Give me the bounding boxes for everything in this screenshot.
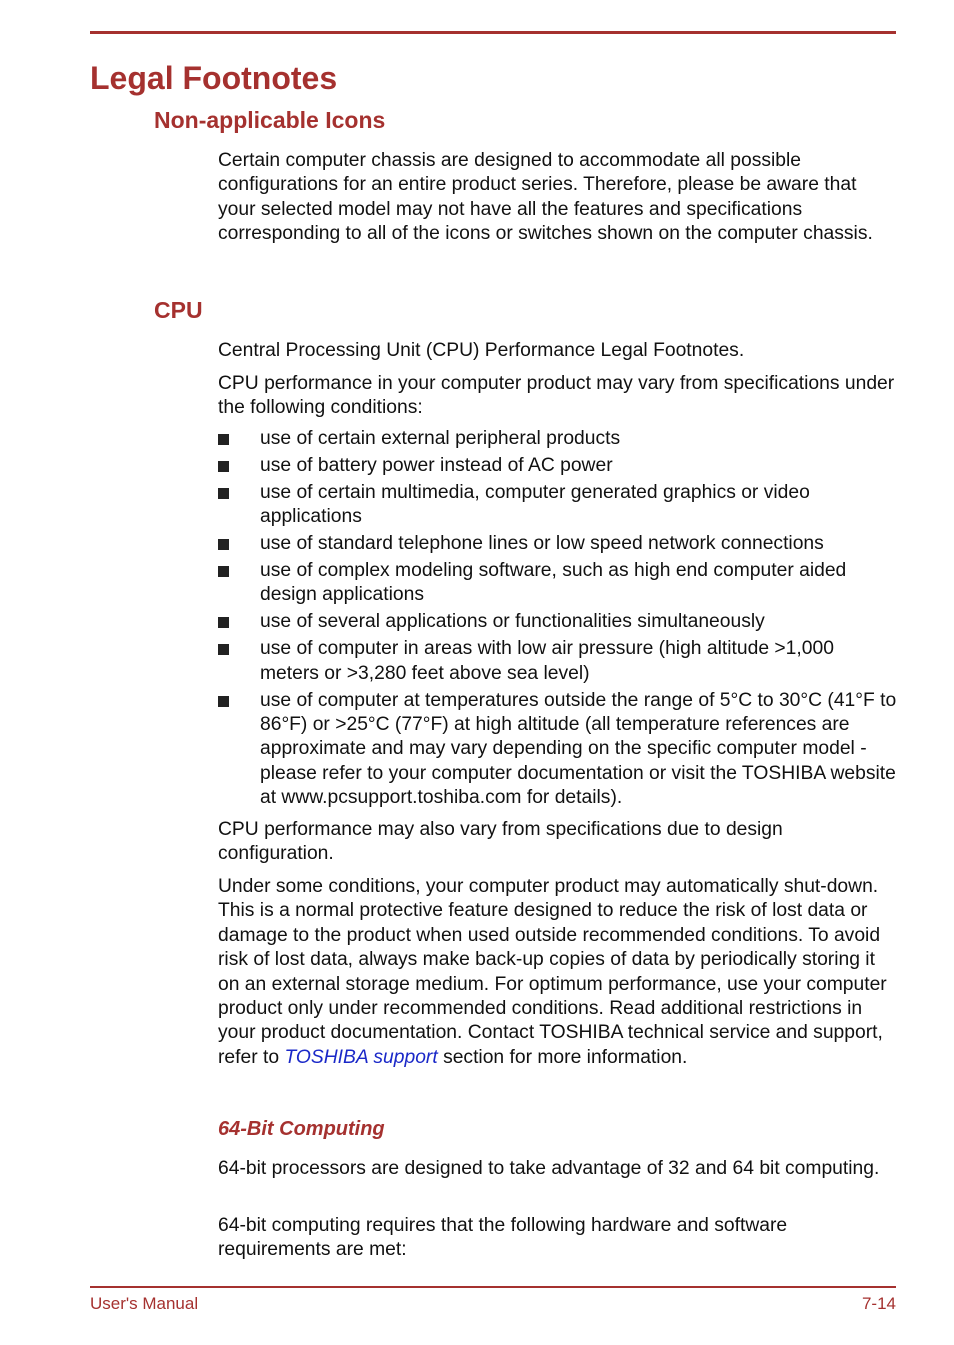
cpu-conditions-intro: CPU performance in your computer product may vary from specifications under the following conditions:	[218, 373, 895, 419]
bullet-square-icon	[218, 617, 229, 628]
bottom-divider	[90, 1286, 896, 1288]
toshiba-support-link[interactable]: TOSHIBA support	[284, 1046, 438, 1068]
bullet-square-icon	[218, 461, 229, 472]
footer-page-number: 7-14	[861, 1294, 896, 1313]
page-title: Legal Footnotes	[90, 60, 338, 96]
bullet-square-icon	[218, 566, 229, 577]
list-item: use of complex modeling software, such as high end computer aided design applications	[218, 559, 898, 608]
bullet-square-icon	[218, 434, 229, 445]
list-item: use of standard telephone lines or low speed network connections	[218, 532, 898, 556]
bullet-square-icon	[218, 644, 229, 655]
bullet-square-icon	[218, 696, 229, 707]
footer-manual-label: User's Manual	[90, 1294, 199, 1313]
cpu-intro-paragraph: Central Processing Unit (CPU) Performance Legal Footnotes.	[218, 340, 745, 361]
cpu-shutdown-paragraph: Under some conditions, your computer product may automatically shut-down. This is a normal protective feature designed to reduce the risk of lost data or damage to the product when used outside recommended conditions. To avoid risk of lost data, always make back-up copies of data by periodically storing it on an external storage medium. For optimum performance, use your computer product only under recommended conditions. Read additional restrictions in your product documentation. Contact TOSHIBA technical service and support, refer to TOSHIBA support section for more information.	[218, 876, 887, 1068]
bit64-paragraph-2: 64-bit computing requires that the following hardware and software requirements are met:	[218, 1215, 788, 1261]
list-item: use of certain multimedia, computer generated graphics or video applications	[218, 481, 898, 530]
section-heading-cpu: CPU	[154, 297, 203, 323]
list-item: use of certain external peripheral products	[218, 427, 898, 451]
cpu-conditions-list	[218, 427, 898, 813]
non-applicable-paragraph: Certain computer chassis are designed to accommodate all possible configurations for an entire product series. Therefore, please be aware that your selected model may not have all the features and specifications corresponding to all of the icons or switches shown on the computer chassis.	[218, 150, 873, 245]
bullet-square-icon	[218, 488, 229, 499]
top-divider	[90, 31, 896, 34]
list-item: use of computer at temperatures outside the range of 5°C to 30°C (41°F to 86°F) or >25°C (77°F) at high altitude (all temperature references are approximate and may vary depending on the specific computer model - please refer to your computer documentation or visit the TOSHIBA website at www.pcsupport.toshiba.com for details).	[218, 689, 898, 811]
list-item: use of computer in areas with low air pressure (high altitude >1,000 meters or >3,280 feet above sea level)	[218, 637, 898, 686]
subsection-heading-64-bit-computing: 64-Bit Computing	[218, 1118, 385, 1140]
bullet-square-icon	[218, 539, 229, 550]
list-item: use of battery power instead of AC power	[218, 454, 898, 478]
cpu-design-config-paragraph: CPU performance may also vary from specifications due to design configuration.	[218, 819, 783, 865]
bit64-paragraph-1: 64-bit processors are designed to take advantage of 32 and 64 bit computing.	[218, 1158, 880, 1179]
list-item: use of several applications or functionalities simultaneously	[218, 610, 898, 634]
section-heading-non-applicable-icons: Non-applicable Icons	[154, 107, 386, 133]
